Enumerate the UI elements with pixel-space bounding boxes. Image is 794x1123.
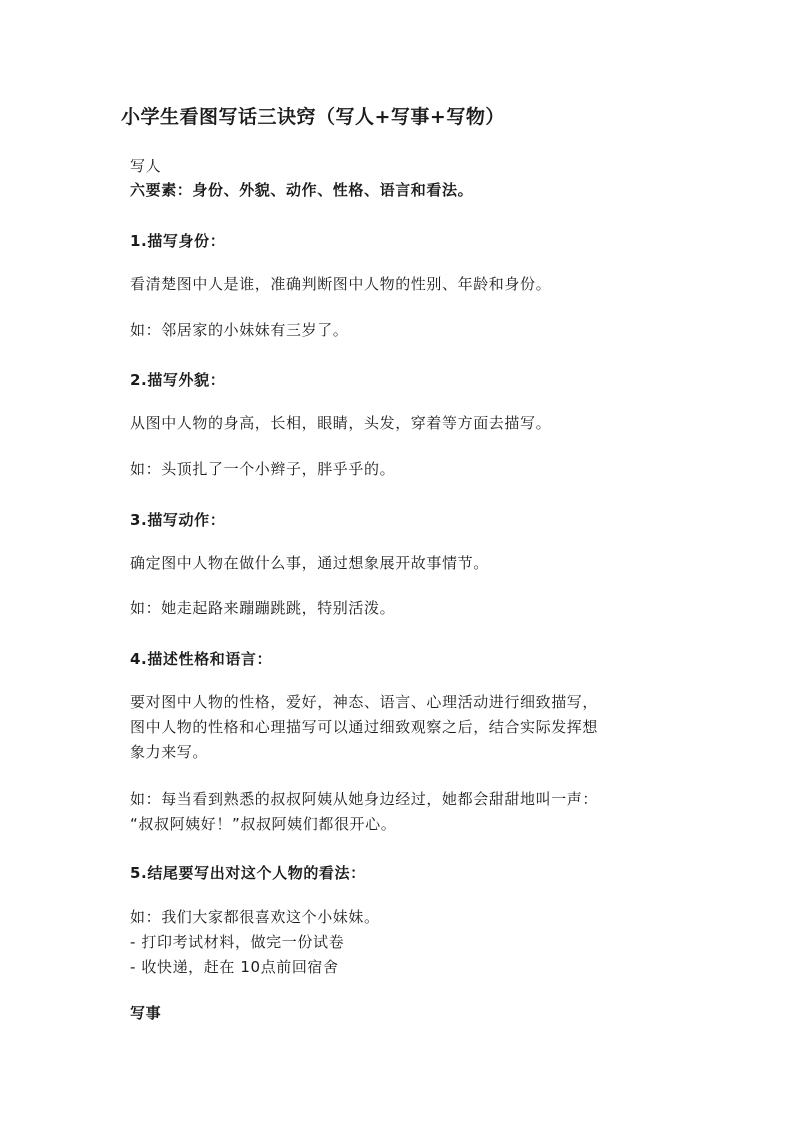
item-1-example: 如：邻居家的小妹妹有三岁了。 [130, 321, 349, 339]
item-5-example-line-1: 如：我们大家都很喜欢这个小妹妹。 [130, 908, 380, 926]
item-4-heading: 4.描述性格和语言： [130, 650, 273, 668]
section-heading-event: 写事 [130, 1004, 162, 1022]
item-4-example-line-1: 如：每当看到熟悉的叔叔阿姨从她身边经过，她都会甜甜地叫一声： [130, 790, 599, 808]
item-4-text-line-3: 象力来写。 [130, 743, 209, 761]
section-heading-person: 写人 [130, 157, 162, 175]
todo-item: - 打印考试材料，做完一份试卷 [130, 933, 345, 951]
item-2-heading: 2.描写外貌： [130, 371, 226, 389]
item-2-text: 从图中人物的身高，长相，眼睛，头发，穿着等方面去描写。 [130, 414, 552, 432]
item-5-heading: 5.结尾要写出对这个人物的看法： [130, 864, 366, 882]
six-elements-line: 六要素：身份、外貌、动作、性格、语言和看法。 [130, 181, 474, 199]
item-3-heading: 3.描写动作： [130, 511, 226, 529]
item-3-example: 如：她走起路来蹦蹦跳跳，特别活泼。 [130, 599, 396, 617]
item-1-heading: 1.描写身份： [130, 232, 226, 250]
item-4-example-line-2: “叔叔阿姨好！”叔叔阿姨们都很开心。 [130, 815, 397, 833]
document-title: 小学生看图写话三诀窍（写人+写事+写物） [121, 106, 505, 128]
todo-item: - 收快递，赶在 10点前回宿舍 [130, 958, 339, 976]
item-2-example: 如：头顶扎了一个小辫子，胖乎乎的。 [130, 460, 396, 478]
item-3-text: 确定图中人物在做什么事，通过想象展开故事情节。 [130, 554, 489, 572]
item-4-text-line-1: 要对图中人物的性格，爱好，神态、语言、心理活动进行细致描写， [130, 693, 599, 711]
item-4-text-line-2: 图中人物的性格和心理描写可以通过细致观察之后，结合实际发挥想 [130, 718, 599, 736]
item-1-text: 看清楚图中人是谁，准确判断图中人物的性别、年龄和身份。 [130, 275, 552, 293]
